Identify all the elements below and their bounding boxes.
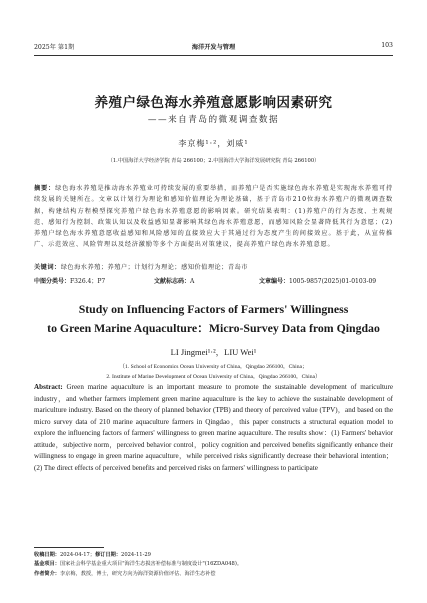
page-number: 103 xyxy=(381,42,393,49)
footnotes xyxy=(34,551,393,579)
footnote-fund xyxy=(34,560,393,569)
affiliation-english-2: 2. Institute of Marine Development of Ocean University of China，Qingdao 266100，China） xyxy=(106,374,321,380)
abstract-chinese xyxy=(34,183,393,251)
running-header xyxy=(34,42,393,52)
title-chinese: 养殖户绿色海水养殖意愿影响因素研究 xyxy=(94,95,333,111)
subtitle-chinese: ——来自青岛的微观调查数据 xyxy=(147,115,280,125)
issue-info: 2025年 第1期 xyxy=(34,44,75,51)
title-english xyxy=(0,300,427,338)
title-english-line2: to Green Marine Aquaculture：Micro-Survey Data from Qingdao xyxy=(47,321,380,335)
keywords-label: 关键词： xyxy=(34,264,61,271)
affiliation-english xyxy=(0,362,427,382)
revised-date: 2024-11-29 xyxy=(121,552,151,558)
abstract-text-english: Green marine aquaculture is an important measure to promote the sustainable development of mariculture industry，and whether farmers implement green marine aquaculture is the key to achieve the sustainable development of mariculture industry. Based on the theory of planned behavior (TPB) and theory of perceived value (TPV)，and based on the micro survey data of 210 marine aquaculture farmers in Qingdao，this paper constructs a structural equation model to explore the influencing factors of farmers' willingness to green marine aquaculture. The results show：(1) Farmers' behavior attitude，subjective norm，perceived behavior control，policy cognition and perceived benefits significantly enhance their willingness to engage in green marine aquaculture，while perceived risks significantly decrease their behavioral intention；(2) The direct effects of perceived benefits and perceived risks on farmers' willingness to participate xyxy=(34,383,393,472)
revised-label: 修订日期： xyxy=(95,552,122,558)
keywords-chinese xyxy=(34,262,393,271)
abstract-english xyxy=(34,382,393,474)
abstract-text-chinese: 绿色海水养殖是推动海水养殖业可持续发展的重要举措，而养殖户是否实施绿色海水养殖是实现海水养殖可持续发展的关键所在。文章以计划行为理论和感知价值理论为理论基础，基于青岛市210位海水养殖户的微观调查数据，构建结构方程模型探究养殖户绿色海水养殖意愿的影响因素。研究结果表明：(1)养殖户的行为态度、主观规范、感知行为控制、政策认知以及收益感知显著影响其绿色海水养殖意愿，而感知风险会显著降低其行为意愿；(2)养殖户绿色海水养殖意愿收益感知和风险感知的直接效应大于其通过行为态度产生的间接效应。基于此，从宣传推广、示范效应、风险管理以及经济激励等多个方面提出对策建议，提高养殖户绿色海水养殖意愿。 xyxy=(34,185,393,249)
authors-chinese: 李京梅¹·²，刘威¹ xyxy=(178,139,249,148)
title-english-line1: Study on Influencing Factors of Farmers' Willingness xyxy=(78,302,349,316)
footnote-author xyxy=(34,570,393,579)
author-bio-text: 李京梅，教授，博士，研究方向为海洋资源价值评估、海洋生态补偿 xyxy=(59,570,216,577)
abstract-label-english: Abstract: xyxy=(34,383,63,391)
footnote-rule xyxy=(34,547,104,548)
clc-label: 中图分类号： xyxy=(34,278,71,285)
footnote-dates xyxy=(34,551,393,560)
fund-label: 基金项目： xyxy=(34,561,60,568)
article-number-label: 文章编号： xyxy=(259,278,290,285)
received-label: 收稿日期： xyxy=(34,552,60,558)
affiliation-chinese: （1.中国海洋大学经济学院 青岛 266100；2.中国海洋大学海洋发展研究院 青岛 266100） xyxy=(107,158,320,164)
author-bio-label: 作者简介： xyxy=(34,570,60,577)
clc-value: F326.4；P7 xyxy=(70,278,106,285)
header-rule xyxy=(34,55,393,56)
article-number-value: 1005-9857(2025)01-0103-09 xyxy=(289,278,377,285)
journal-name: 海洋开发与管理 xyxy=(191,44,236,51)
fund-text: 国家社会科学基金重大项目"海洋生态损害补偿标准与制度设计"(16ZDA048)。 xyxy=(59,561,243,568)
authors-english: LI Jingmei¹·²，LIU Wei¹ xyxy=(170,347,257,357)
doc-code-value: A xyxy=(190,278,195,285)
received-date: 2024-04-17； xyxy=(59,552,96,558)
keywords-text: 绿色海水养殖；养殖户；计划行为理论；感知价值理论；青岛市 xyxy=(60,264,248,271)
classification-line xyxy=(34,276,393,285)
abstract-label-chinese: 摘要： xyxy=(34,185,56,192)
affiliation-english-1: （1. School of Economics Ocean University of China，Qingdao 266100，China； xyxy=(119,364,308,370)
doc-code-label: 文献标志码： xyxy=(154,278,191,285)
